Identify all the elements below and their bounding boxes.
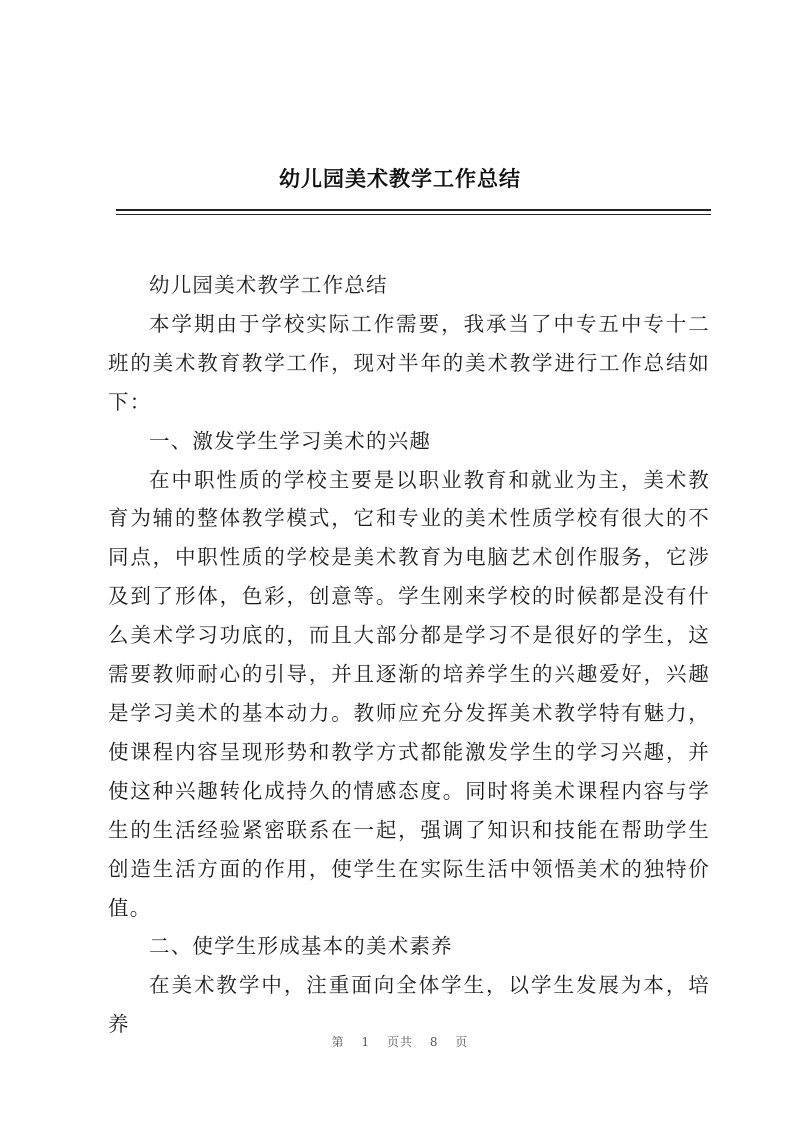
body-paragraph: 本学期由于学校实际工作需要，我承当了中专五中专十二班的美术教育教学工作，现对半年的美术教学进行工作总结如下： (108, 311, 710, 414)
title-underline-thick (116, 209, 711, 211)
page-footer (0, 1033, 800, 1050)
body-paragraph: 在美术教学中，注重面向全体学生，以学生发展为本，培养 (108, 973, 710, 1037)
footer-prefix: 第 (331, 1035, 345, 1049)
footer-total-pages: 8 (429, 1035, 439, 1049)
footer-current-page: 1 (361, 1035, 371, 1049)
body-paragraph: 在中职性质的学校主要是以职业教育和就业为主，美术教育为辅的整体教学模式，它和专业的美术性质学校有很大的不同点，中职性质的学校是美术教育为电脑艺术创作服务，它涉及到了形体，色彩，创意等。学生刚来学校的时候都是没有什么美术学习功底的，而且大部分都是学习不是很好的学生，这需要教师耐心的引导，并且逐渐的培养学生的兴趣爱好，兴趣是学习美术的基本动力。教师应充分发挥美术教学特有魅力，使课程内容呈现形势和教学方式都能激发学生的学习兴趣，并使这种兴趣转化成持久的情感态度。同时将美术课程内容与学生的生活经验紧密联系在一起，强调了知识和技能在帮助学生创造生活方面的作用，使学生在实际生活中领悟美术的独特价值。 (108, 467, 710, 920)
title-underline-thin (116, 214, 711, 215)
document-title: 幼儿园美术教学工作总结 (279, 167, 521, 191)
document-body (108, 266, 710, 1044)
footer-middle: 页共 (386, 1035, 413, 1049)
section-heading: 一、激发学生学习美术的兴趣 (149, 428, 432, 453)
footer-suffix: 页 (455, 1035, 469, 1049)
body-paragraph: 幼儿园美术教学工作总结 (149, 273, 388, 297)
section-heading: 二、使学生形成基本的美术素养 (149, 934, 453, 959)
